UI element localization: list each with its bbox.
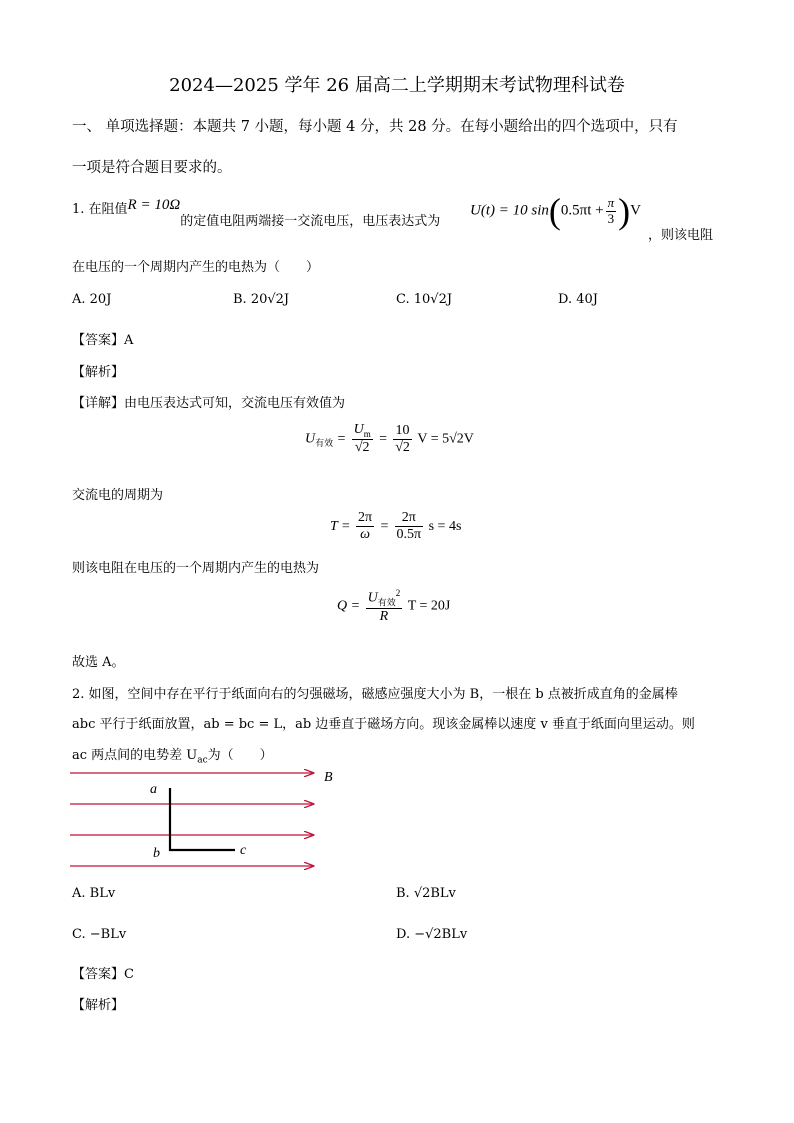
- q2-magnetic-field-figure: [60, 762, 350, 877]
- page-title: 2024—2025 学年 26 届高二上学期期末考试物理科试卷: [169, 75, 625, 96]
- q2-answer: 【答案】C: [72, 967, 134, 982]
- q2-option-b: B. √2BLv: [396, 886, 456, 901]
- q1-option-b: B. 20√2J: [233, 292, 290, 307]
- q1-conclusion: 故选 A。: [72, 655, 125, 670]
- q1-formula-frac-den: 3: [607, 210, 615, 226]
- q1-option-c: C. 10√2J: [396, 292, 453, 307]
- q1-stem-line2: 在电压的一个周期内产生的电热为（ ）: [72, 260, 320, 275]
- section-heading-line2: 一项是符合题目要求的。: [72, 160, 232, 176]
- q2-stem-line3: ac 两点间的电势差 $U_{ac}$为（ ）: [72, 748, 273, 766]
- metal-rod-abc: [170, 788, 235, 850]
- q2-option-c: C. −BLv: [72, 927, 127, 942]
- q1-option-d: D. 40J: [558, 292, 598, 307]
- q1-formula-unit: V: [630, 202, 641, 219]
- q1-option-a: A. 20J: [72, 292, 112, 307]
- q1-formula-inner: 0.5πt +: [560, 202, 604, 219]
- q1-formula-left: U(t) = 10 sin: [470, 202, 549, 219]
- section-heading-line1: 一、 单项选择题：本题共 7 小题，每小题 4 分，共 28 分。在每小题给出的四个选项中，只有: [72, 119, 678, 135]
- q1-mid: 的定值电阻两端接一交流电压，电压表达式为: [180, 214, 441, 229]
- q1-suffix: ，则该电阻: [648, 228, 714, 243]
- label-b: b: [153, 846, 160, 861]
- q1-prefix: 1. 在阻值: [72, 202, 128, 217]
- q1-formula-frac-num: π: [607, 194, 615, 210]
- q1-stem-line1: [72, 197, 441, 229]
- q1-answer: 【答案】A: [72, 333, 134, 348]
- q1-resistance: R = 10Ω: [127, 197, 181, 213]
- q2-option-d: D. −√2BLv: [396, 927, 468, 942]
- q1-voltage-formula: U(t) = 10 sin(0.5πt + $\frac{\pi}{3}$ )V: [470, 191, 641, 231]
- q2-analysis-label: 【解析】: [72, 998, 125, 1013]
- q2-stem-line1: 2. 如图，空间中存在平行于纸面向右的匀强磁场，磁感应强度大小为 B，一根在 b 点被折成直角的金属棒: [72, 687, 678, 702]
- q1-detail: 【详解】由电压表达式可知，交流电压有效值为: [72, 396, 346, 411]
- q1-equation-heat: Q = $\frac{U_{有效}^2}{R}$ T = 20J: [337, 588, 451, 624]
- label-c: c: [240, 843, 247, 858]
- q1-text-period: 交流电的周期为: [72, 488, 164, 503]
- q2-stem-line2: abc 平行于纸面放置，ab = bc = L，ab 边垂直于磁场方向。现该金属棒以速度 v 垂直于纸面向里运动。则: [72, 717, 695, 732]
- q1-equation-period: T = $\frac{2\pi}{\omega}$ = $\frac{2\pi}{0.5\pi}$ s = 4s: [330, 510, 462, 543]
- q1-equation-effective-voltage: $U_{有效}$ = $\frac{U_m}{√2}$ = $\frac{10}{√2}$ V = 5√2V: [305, 422, 474, 456]
- q1-analysis-label: 【解析】: [72, 365, 125, 380]
- q1-text-heat: 则该电阻在电压的一个周期内产生的电热为: [72, 561, 320, 576]
- label-B: B: [324, 770, 333, 785]
- label-a: a: [150, 782, 157, 797]
- q2-option-a: A. BLv: [72, 886, 116, 901]
